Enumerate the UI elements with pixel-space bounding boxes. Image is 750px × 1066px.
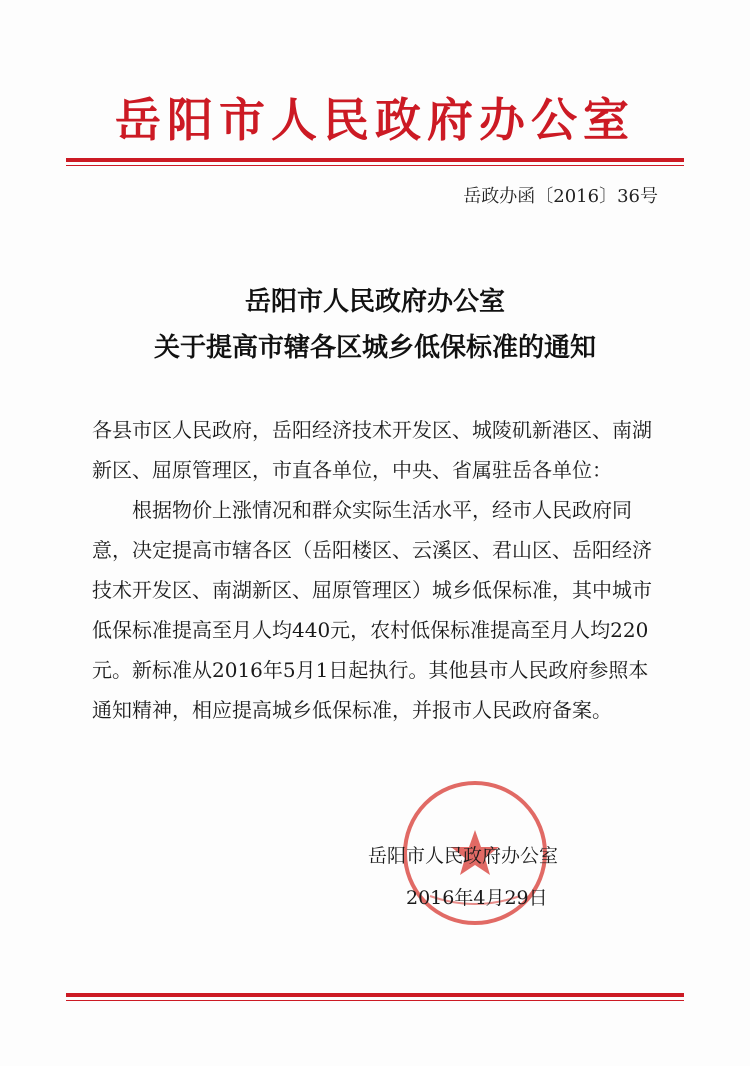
signature-date: 2016年4月29日 bbox=[406, 887, 548, 909]
notice-title-line-1: 岳阳市人民政府办公室 bbox=[244, 287, 505, 317]
document-number: 岳政办函〔2016〕36号 bbox=[463, 186, 658, 207]
notice-title-line-2: 关于提高市辖各区城乡低保标准的通知 bbox=[153, 333, 596, 363]
addressee-text: 各县市区人民政府，岳阳经济技术开发区、城陵矶新港区、南湖新区、屈原管理区，市直各单位，中央、省属驻岳各单位： bbox=[92, 418, 652, 482]
org-header-title: 岳阳市人民政府办公室 bbox=[115, 93, 635, 147]
top-red-rule-thin bbox=[66, 165, 684, 166]
body-paragraph: 根据物价上涨情况和群众实际生活水平，经市人民政府同意，决定提高市辖各区（岳阳楼区、云溪区、君山区、岳阳经济技术开发区、南湖新区、屈原管理区）城乡低保标准，其中城市低保标准提高至月人均440元，农村低保标准提高至月人均220元。新标准从2016年5月1日起执行。其他县市人民政府参照本通知精神，相应提高城乡低保标准，并报市人民政府备案。 bbox=[92, 498, 652, 722]
bottom-red-rule-thick bbox=[66, 993, 684, 997]
top-red-rule-thick bbox=[66, 158, 684, 162]
bottom-red-rule-thin bbox=[66, 1000, 684, 1001]
signature-org: 岳阳市人民政府办公室 bbox=[368, 845, 559, 867]
